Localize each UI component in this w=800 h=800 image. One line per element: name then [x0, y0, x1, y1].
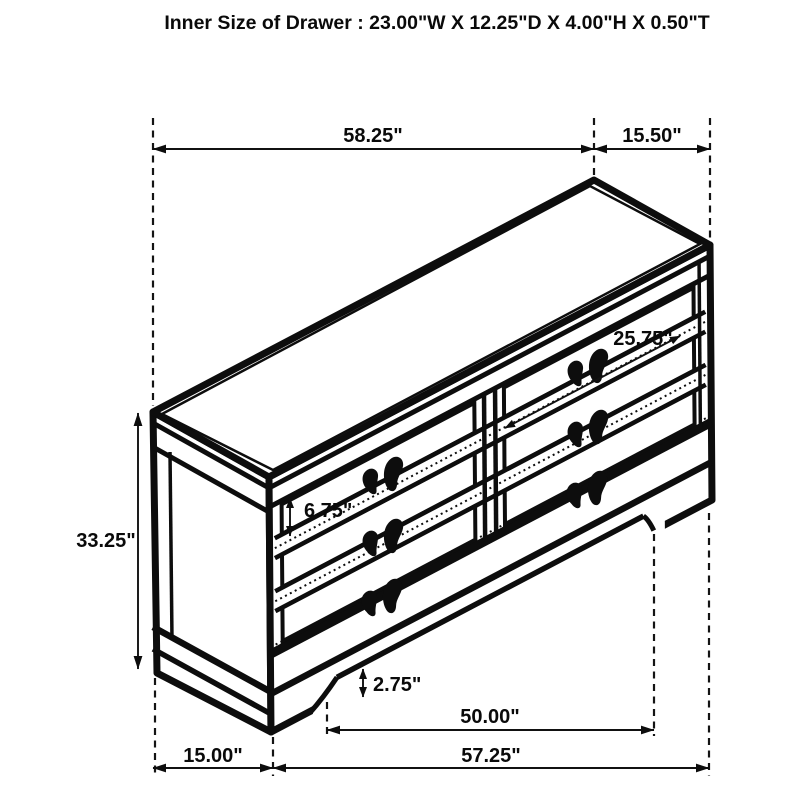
- dim-label-side-depth: 15.00": [183, 745, 243, 767]
- dim-label-top-width: 58.25": [343, 125, 403, 147]
- dim-label-overall-height: 33.25": [76, 530, 136, 552]
- side-rear-stile-line: [170, 452, 172, 640]
- dim-label-drawer-diagonal: 25.75": [613, 328, 673, 350]
- dim-label-feet-span: 50.00": [460, 706, 520, 728]
- center-stile-right-line: [495, 388, 496, 535]
- dim-label-foot-height: 2.75": [373, 674, 422, 696]
- dim-label-top-depth: 15.50": [622, 125, 682, 147]
- dim-label-front-width: 57.25": [461, 745, 521, 767]
- right-stile-line: [699, 262, 700, 428]
- dim-label-drawer-height: 6.75": [304, 500, 353, 522]
- center-stile-left-line: [484, 394, 485, 541]
- diagram-title: Inner Size of Drawer : 23.00"W X 12.25"D X 4.00"H X 0.50"T: [164, 12, 710, 34]
